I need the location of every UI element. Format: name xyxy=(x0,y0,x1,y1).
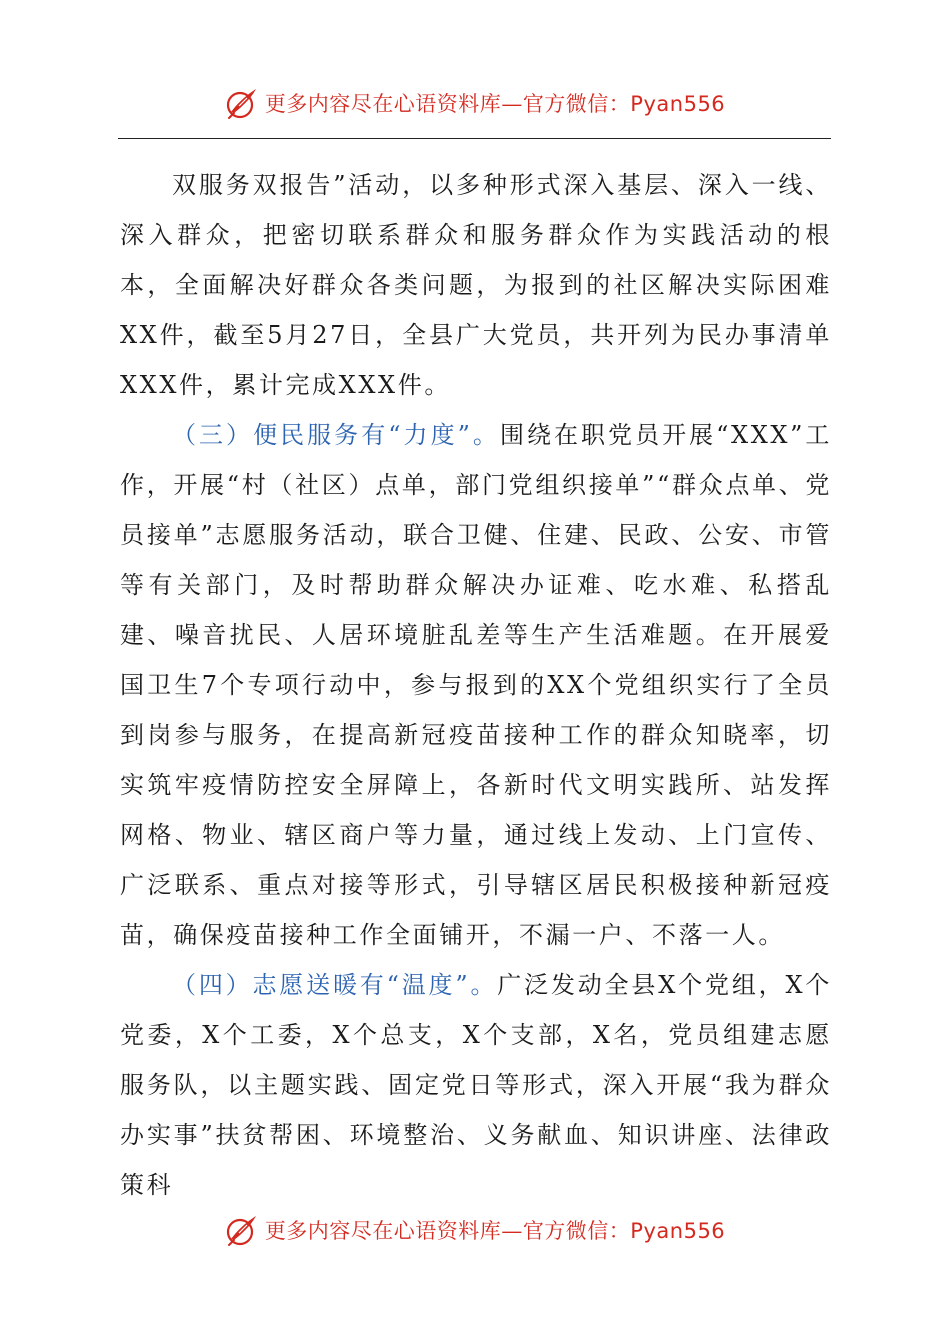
paragraph-heading: （三）便民服务有“力度”。 xyxy=(172,421,500,449)
paragraph-heading: （四）志愿送暖有“温度”。 xyxy=(172,971,498,999)
paragraph-text: 双服务双报告”活动，以多种形式深入基层、深入一线、深入群众，把密切联系群众和服务群众作为实践活动的根本，全面解决好群众各类问题，为报到的社区解决实际困难XX件，截至5月27日，全县广大党员，共开列为民办事清单XXX件，累计完成XXX件。 xyxy=(120,171,832,399)
banner-wechat: 官方微信：Pyan556 xyxy=(522,92,726,116)
banner-wechat: 官方微信：Pyan556 xyxy=(522,1219,726,1243)
quill-pen-logo-icon xyxy=(225,1213,259,1247)
header-banner xyxy=(0,83,950,123)
header-divider xyxy=(118,138,831,139)
quill-pen-logo-icon xyxy=(225,86,259,120)
paragraph xyxy=(120,410,832,960)
paragraph xyxy=(120,960,832,1210)
banner-text xyxy=(265,88,725,118)
footer-banner xyxy=(0,1210,950,1250)
banner-dash: — xyxy=(501,1219,523,1243)
banner-text xyxy=(265,1215,725,1245)
paragraph xyxy=(120,160,832,410)
banner-title: 更多内容尽在心语资料库 xyxy=(264,1219,502,1243)
banner-dash: — xyxy=(501,92,523,116)
banner-title: 更多内容尽在心语资料库 xyxy=(264,92,502,116)
paragraph-text: 广泛发动全县X个党组，X个党委，X个工委，X个总支，X个支部，X名，党员组建志愿服务队，以主题实践、固定党日等形式，深入开展“我为群众办实事”扶贫帮困、环境整治、义务献血、知识讲座、法律政策科 xyxy=(120,971,832,1199)
document-body xyxy=(120,160,832,1210)
paragraph-text: 围绕在职党员开展“XXX”工作，开展“村（社区）点单，部门党组织接单”“群众点单、党员接单”志愿服务活动，联合卫健、住建、民政、公安、市管等有关部门，及时帮助群众解决办证难、吃水难、私搭乱建、噪音扰民、人居环境脏乱差等生产生活难题。在开展爱国卫生7个专项行动中，参与报到的XX个党组织实行了全员到岗参与服务，在提高新冠疫苗接种工作的群众知晓率，切实筑牢疫情防控安全屏障上，各新时代文明实践所、站发挥网格、物业、辖区商户等力量，通过线上发动、上门宣传、广泛联系、重点对接等形式，引导辖区居民积极接种新冠疫苗，确保疫苗接种工作全面铺开，不漏一户、不落一人。 xyxy=(120,421,833,949)
